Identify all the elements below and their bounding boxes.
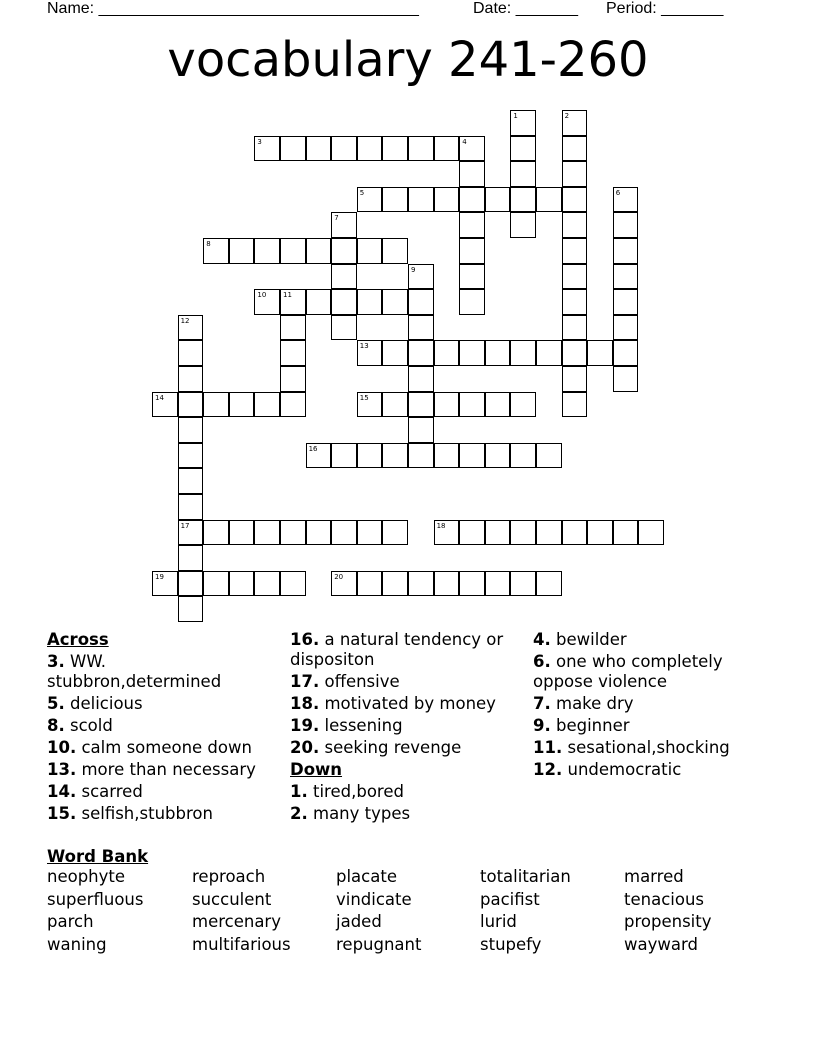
grid-cell[interactable] (357, 340, 383, 366)
clue-text: a natural tendency or dispositon (290, 630, 504, 669)
cell-number: 8 (206, 240, 211, 248)
grid-cell[interactable] (178, 366, 204, 392)
grid-cell[interactable] (331, 264, 357, 290)
grid-cell[interactable] (562, 340, 588, 366)
grid-cell[interactable] (229, 238, 255, 264)
clues-column-3 (533, 630, 773, 782)
cell-number: 10 (257, 291, 267, 300)
grid-cell[interactable] (254, 571, 280, 597)
word-bank-item: marred (624, 867, 684, 886)
word-bank-item: vindicate (336, 889, 412, 909)
grid-cell[interactable] (459, 520, 485, 546)
grid-cell[interactable] (254, 238, 280, 264)
grid-cell[interactable] (280, 315, 306, 341)
across-clue (47, 652, 282, 692)
word-bank-item: parch (47, 912, 94, 932)
grid-cell[interactable] (536, 571, 562, 597)
clue-number: 13. (47, 760, 77, 779)
clue-number: 15. (47, 804, 77, 823)
grid-cell[interactable] (434, 187, 460, 213)
grid-cell[interactable] (562, 161, 588, 187)
grid-cell[interactable] (178, 520, 204, 546)
cell-number: 3 (257, 137, 262, 146)
across-clue (290, 716, 525, 736)
word-bank-item: waning (47, 935, 107, 955)
grid-cell[interactable] (408, 443, 434, 469)
grid-cell[interactable] (331, 520, 357, 546)
period-field[interactable]: Period: _______ (606, 0, 724, 17)
clue-number: 12. (533, 760, 563, 779)
grid-cell[interactable] (510, 443, 536, 469)
grid-cell[interactable] (254, 289, 280, 315)
grid-cell[interactable] (459, 340, 485, 366)
grid-cell[interactable] (178, 392, 204, 418)
grid-cell[interactable] (510, 392, 536, 418)
grid-cell[interactable] (280, 520, 306, 546)
grid-cell[interactable] (613, 315, 639, 341)
clue-text: beginner (556, 716, 630, 735)
clue-number: 4. (533, 630, 551, 649)
grid-cell[interactable] (434, 392, 460, 418)
grid-cell[interactable] (459, 443, 485, 469)
grid-cell[interactable] (306, 443, 332, 469)
grid-cell[interactable] (408, 366, 434, 392)
grid-cell[interactable] (562, 238, 588, 264)
clue-number: 8. (47, 716, 65, 735)
page-title: vocabulary 241-260 (167, 32, 649, 88)
grid-cell[interactable] (562, 520, 588, 546)
clue-number: 3. (47, 652, 65, 671)
cell-number: 4 (462, 137, 467, 146)
clue-number: 11. (533, 738, 563, 757)
grid-cell[interactable] (613, 212, 639, 238)
grid-cell[interactable] (280, 392, 306, 418)
grid-cell[interactable] (459, 238, 485, 264)
clue-text: one who completely oppose violence (533, 652, 723, 691)
clue-number: 2. (290, 804, 308, 823)
clue-text: scarred (81, 782, 143, 801)
grid-cell[interactable] (510, 571, 536, 597)
grid-cell[interactable] (562, 289, 588, 315)
grid-cell[interactable] (203, 238, 229, 264)
down-clue (533, 652, 773, 692)
cell-number: 1 (513, 112, 518, 120)
word-bank-item: placate (336, 867, 397, 886)
across-clue (290, 694, 525, 714)
clue-number: 7. (533, 694, 551, 713)
cell-number: 7 (334, 214, 339, 223)
grid-cell[interactable] (408, 136, 434, 162)
grid-cell[interactable] (331, 571, 357, 597)
grid-cell[interactable] (203, 571, 229, 597)
grid-cell[interactable] (382, 289, 408, 315)
grid-cell[interactable] (613, 187, 639, 213)
cell-number: 19 (155, 572, 164, 581)
grid-cell[interactable] (459, 264, 485, 290)
grid-cell[interactable] (331, 238, 357, 264)
grid-cell[interactable] (485, 520, 511, 546)
grid-cell[interactable] (485, 571, 511, 597)
grid-cell[interactable] (485, 340, 511, 366)
clue-text: scold (70, 716, 113, 735)
grid-cell[interactable] (485, 392, 511, 418)
grid-cell[interactable] (485, 443, 511, 469)
word-bank-item: propensity (624, 912, 712, 932)
grid-cell[interactable] (331, 289, 357, 315)
grid-cell[interactable] (357, 392, 383, 418)
grid-cell[interactable] (408, 340, 434, 366)
grid-cell[interactable] (536, 187, 562, 213)
grid-cell[interactable] (306, 520, 332, 546)
date-field[interactable]: Date: _______ (473, 0, 578, 17)
across-clue (47, 694, 282, 714)
grid-cell[interactable] (510, 161, 536, 187)
grid-cell[interactable] (459, 187, 485, 213)
grid-cell[interactable] (280, 366, 306, 392)
across-clue (47, 738, 282, 758)
grid-cell[interactable] (536, 443, 562, 469)
across-clue (47, 716, 282, 736)
grid-cell[interactable] (229, 571, 255, 597)
grid-cell[interactable] (408, 571, 434, 597)
cell-number: 17 (180, 521, 190, 530)
down-clue (533, 630, 773, 650)
cell-number: 15 (359, 393, 369, 402)
grid-cell[interactable] (254, 520, 280, 546)
grid-cell[interactable] (382, 520, 408, 546)
clues-column-2 (290, 630, 525, 826)
cell-number: 13 (359, 342, 369, 351)
clue-text: lessening (324, 716, 403, 735)
word-bank-heading: Word Bank (47, 847, 149, 866)
grid-cell[interactable] (510, 340, 536, 366)
clue-number: 19. (290, 716, 320, 735)
word-bank-item: succulent (192, 889, 272, 909)
cell-number: 2 (564, 112, 570, 120)
grid-cell[interactable] (613, 238, 639, 264)
grid-cell[interactable] (536, 520, 562, 546)
grid-cell[interactable] (178, 545, 204, 571)
grid-cell[interactable] (510, 212, 536, 238)
across-heading: Across (47, 630, 109, 649)
clue-text: seeking revenge (324, 738, 462, 757)
clue-number: 14. (47, 782, 77, 801)
grid-cell[interactable] (587, 520, 613, 546)
clue-number: 5. (47, 694, 65, 713)
grid-cell[interactable] (613, 340, 639, 366)
clue-number: 16. (290, 630, 320, 649)
down-clue (533, 694, 773, 714)
grid-cell[interactable] (357, 136, 383, 162)
grid-cell[interactable] (178, 417, 204, 443)
clue-text: motivated by money (324, 694, 496, 713)
grid-cell[interactable] (280, 136, 306, 162)
word-bank-item: stupefy (480, 935, 542, 955)
word-bank-item: superfluous (47, 889, 144, 909)
across-clue (290, 630, 525, 670)
grid-cell[interactable] (459, 571, 485, 597)
grid-cell[interactable] (280, 340, 306, 366)
grid-cell[interactable] (408, 187, 434, 213)
clue-text: tired,bored (313, 782, 404, 801)
grid-cell[interactable] (459, 289, 485, 315)
grid-cell[interactable] (434, 340, 460, 366)
grid-cell[interactable] (331, 443, 357, 469)
grid-cell[interactable] (178, 468, 204, 494)
grid-cell[interactable] (280, 571, 306, 597)
down-clue (533, 738, 773, 758)
grid-cell[interactable] (510, 520, 536, 546)
grid-cell[interactable] (459, 392, 485, 418)
grid-cell[interactable] (613, 264, 639, 290)
grid-cell[interactable] (357, 289, 383, 315)
word-bank-item: lurid (480, 912, 517, 932)
cell-number: 16 (308, 444, 318, 453)
grid-cell[interactable] (562, 212, 588, 238)
grid-cell[interactable] (357, 571, 383, 597)
grid-cell[interactable] (152, 392, 178, 418)
clue-number: 10. (47, 738, 77, 757)
grid-cell[interactable] (306, 289, 332, 315)
grid-cell[interactable] (178, 494, 204, 520)
clue-number: 17. (290, 672, 320, 691)
grid-cell[interactable] (382, 443, 408, 469)
grid-cell[interactable] (562, 187, 588, 213)
cell-number: 5 (359, 188, 365, 197)
grid-cell[interactable] (203, 520, 229, 546)
cell-number: 12 (180, 316, 190, 325)
grid-cell[interactable] (613, 366, 639, 392)
grid-cell[interactable] (613, 520, 639, 546)
grid-cell[interactable] (562, 110, 588, 136)
grid-cell[interactable] (382, 340, 408, 366)
clue-text: calm someone down (81, 738, 252, 757)
down-clue (290, 804, 525, 824)
cell-number: 11 (283, 291, 292, 300)
across-clue (47, 804, 282, 824)
grid-cell[interactable] (178, 571, 204, 597)
grid-cell[interactable] (510, 187, 536, 213)
down-heading: Down (290, 760, 343, 779)
clue-text: WW. stubbron,determined (47, 652, 222, 691)
grid-cell[interactable] (254, 392, 280, 418)
grid-cell[interactable] (178, 340, 204, 366)
clue-text: many types (313, 804, 411, 823)
across-clue (290, 672, 525, 692)
clue-text: sesational,shocking (567, 738, 730, 757)
grid-cell[interactable] (408, 289, 434, 315)
clues-column-1 (47, 630, 282, 826)
grid-cell[interactable] (434, 520, 460, 546)
down-clue (290, 782, 525, 802)
grid-cell[interactable] (459, 136, 485, 162)
grid-cell[interactable] (280, 238, 306, 264)
grid-cell[interactable] (459, 161, 485, 187)
grid-cell[interactable] (613, 289, 639, 315)
clue-text: offensive (324, 672, 400, 691)
grid-cell[interactable] (459, 212, 485, 238)
grid-cell[interactable] (434, 443, 460, 469)
grid-cell[interactable] (178, 443, 204, 469)
grid-cell[interactable] (408, 264, 434, 290)
clue-text: undemocratic (567, 760, 682, 779)
cell-number: 6 (615, 188, 621, 197)
grid-cell[interactable] (408, 315, 434, 341)
grid-cell[interactable] (306, 136, 332, 162)
clue-number: 6. (533, 652, 551, 671)
clue-text: make dry (556, 694, 634, 713)
cell-number: 9 (411, 265, 416, 274)
grid-cell[interactable] (510, 136, 536, 162)
clue-number: 1. (290, 782, 308, 801)
across-clue (47, 782, 282, 802)
grid-cell[interactable] (254, 136, 280, 162)
clue-number: 9. (533, 716, 551, 735)
grid-cell[interactable] (280, 289, 306, 315)
word-bank-item: tenacious (624, 889, 704, 909)
grid-cell[interactable] (152, 571, 178, 597)
word-bank-item: pacifist (480, 889, 540, 909)
word-bank-item: reproach (192, 867, 266, 886)
word-bank-item: totalitarian (480, 867, 571, 886)
down-clue (533, 716, 773, 736)
grid-cell[interactable] (562, 264, 588, 290)
grid-cell[interactable] (357, 520, 383, 546)
grid-cell[interactable] (536, 340, 562, 366)
grid-cell[interactable] (357, 187, 383, 213)
grid-cell[interactable] (562, 392, 588, 418)
grid-cell[interactable] (331, 136, 357, 162)
down-clue (533, 760, 773, 780)
clue-text: delicious (70, 694, 143, 713)
grid-cell[interactable] (510, 110, 536, 136)
clue-text: selfish,stubbron (81, 804, 213, 823)
grid-cell[interactable] (331, 212, 357, 238)
grid-cell[interactable] (382, 238, 408, 264)
grid-cell[interactable] (382, 392, 408, 418)
grid-cell[interactable] (408, 417, 434, 443)
grid-cell[interactable] (331, 315, 357, 341)
grid-cell[interactable] (382, 571, 408, 597)
word-bank-item: wayward (624, 935, 698, 955)
grid-cell[interactable] (638, 520, 664, 546)
cell-number: 18 (436, 521, 446, 530)
grid-cell[interactable] (485, 187, 511, 213)
grid-cell[interactable] (357, 443, 383, 469)
grid-cell[interactable] (229, 392, 255, 418)
grid-cell[interactable] (562, 366, 588, 392)
word-bank-item: jaded (336, 912, 382, 932)
clue-number: 18. (290, 694, 320, 713)
word-bank-item: repugnant (336, 935, 422, 955)
grid-cell[interactable] (408, 392, 434, 418)
clue-text: bewilder (556, 630, 627, 649)
clue-text: more than necessary (81, 760, 256, 779)
grid-cell[interactable] (229, 520, 255, 546)
cell-number: 14 (155, 393, 164, 402)
name-field[interactable]: Name: ____________________________________ (47, 0, 419, 17)
cell-number: 20 (334, 572, 344, 581)
grid-cell[interactable] (178, 596, 204, 622)
grid-cell[interactable] (306, 238, 332, 264)
grid-cell[interactable] (382, 136, 408, 162)
grid-cell[interactable] (203, 392, 229, 418)
grid-cell[interactable] (434, 136, 460, 162)
grid-cell[interactable] (178, 315, 204, 341)
word-bank-item: mercenary (192, 912, 281, 932)
grid-cell[interactable] (357, 238, 383, 264)
across-clue (47, 760, 282, 780)
across-clue (290, 738, 525, 758)
grid-cell[interactable] (562, 315, 588, 341)
grid-cell[interactable] (587, 340, 613, 366)
word-bank-item: neophyte (47, 867, 126, 886)
grid-cell[interactable] (434, 571, 460, 597)
clue-number: 20. (290, 738, 320, 757)
word-bank-item: multifarious (192, 935, 291, 955)
grid-cell[interactable] (562, 136, 588, 162)
grid-cell[interactable] (382, 187, 408, 213)
